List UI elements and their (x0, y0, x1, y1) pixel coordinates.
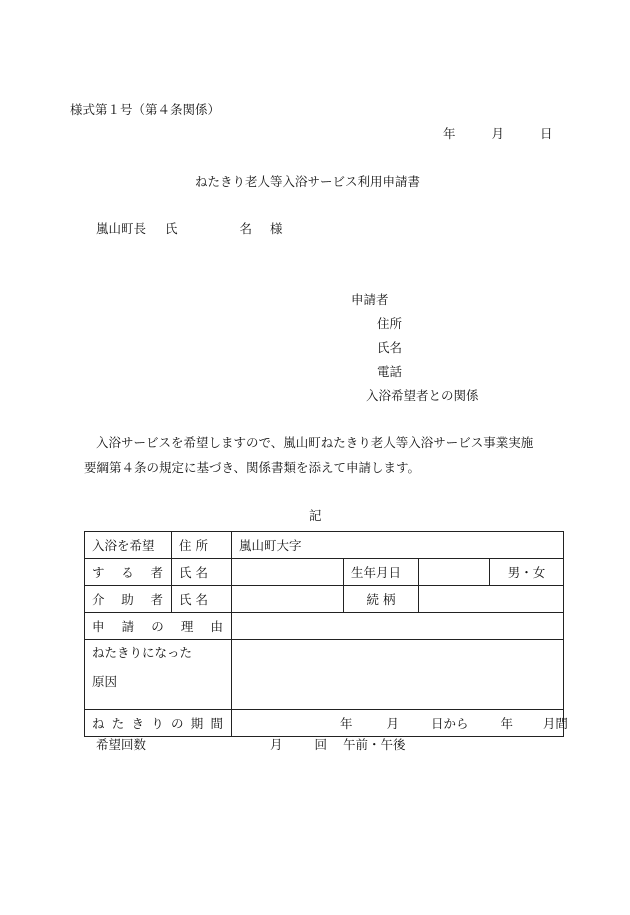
applicant-relation-label: 入浴希望者との関係 (366, 388, 479, 403)
applicant-name-label: 氏名 (377, 340, 403, 355)
addressee-name-suffix: 名 (239, 221, 252, 236)
document-title: ねたきり老人等入浴サービス利用申請書 (195, 174, 421, 189)
name-value[interactable] (232, 559, 344, 586)
cause-label-line-1: ねたきりになった (92, 645, 193, 660)
table-row (85, 559, 564, 586)
table-row (85, 613, 564, 640)
table-row (85, 640, 564, 710)
period-month: 月 (386, 716, 399, 731)
addressee (96, 223, 282, 236)
reason-value[interactable] (232, 613, 564, 640)
applicant-heading: 申請者 (351, 292, 389, 307)
address-value[interactable]: 嵐山町大字 (232, 532, 564, 559)
relation-value[interactable] (419, 586, 564, 613)
period-from: 日から (430, 716, 469, 731)
cause-label (85, 640, 232, 710)
period-value[interactable] (232, 710, 568, 737)
table-row (85, 532, 564, 559)
frequency-label: 希望回数 (96, 737, 147, 752)
application-table (84, 531, 568, 737)
cause-value[interactable] (232, 640, 564, 710)
address-label: 住 所 (172, 532, 232, 559)
helper-name-label: 氏 名 (172, 586, 232, 613)
addressee-office: 嵐山町長 (96, 221, 147, 236)
period-label: ね た き り の 期 間 (85, 710, 232, 737)
bather-label-2: す る 者 (85, 559, 172, 586)
helper-label: 介 助 者 (85, 586, 172, 613)
applicant-address-label: 住所 (377, 316, 403, 331)
name-label: 氏 名 (172, 559, 232, 586)
date-month: 月 (491, 126, 504, 141)
period-year-2: 年 (500, 716, 513, 731)
period-months: 月間 (542, 716, 568, 731)
frequency-row (96, 739, 405, 752)
relation-label: 続 柄 (344, 586, 419, 613)
frequency-ampm: 午前・午後 (342, 737, 406, 752)
addressee-honorific: 様 (269, 221, 283, 236)
date-line (443, 128, 552, 141)
frequency-times: 回 (314, 737, 327, 752)
helper-name-value[interactable] (232, 586, 344, 613)
frequency-month: 月 (269, 737, 283, 752)
addressee-name-prefix: 氏 (164, 221, 178, 236)
ki-heading: 記 (309, 508, 322, 523)
cause-label-line-2: 原因 (92, 673, 118, 689)
date-day: 日 (539, 126, 553, 141)
table-row (85, 710, 564, 737)
period-year: 年 (339, 716, 353, 731)
applicant-phone-label: 電話 (377, 364, 403, 379)
body-text-line-2: 要綱第４条の規定に基づき、関係書類を添えて申請します。 (84, 460, 421, 475)
date-year: 年 (443, 126, 456, 141)
birth-label: 生年月日 (344, 559, 419, 586)
table-row (85, 586, 564, 613)
reason-label: 申 請 の 理 由 (85, 613, 232, 640)
sex-value[interactable]: 男・女 (490, 559, 564, 586)
birth-value[interactable] (419, 559, 490, 586)
bather-label: 入浴を希望 (85, 532, 172, 559)
form-number: 様式第１号（第４条関係） (70, 102, 221, 117)
body-text-line-1: 入浴サービスを希望しますので、嵐山町ねたきり老人等入浴サービス事業実施 (96, 435, 534, 450)
